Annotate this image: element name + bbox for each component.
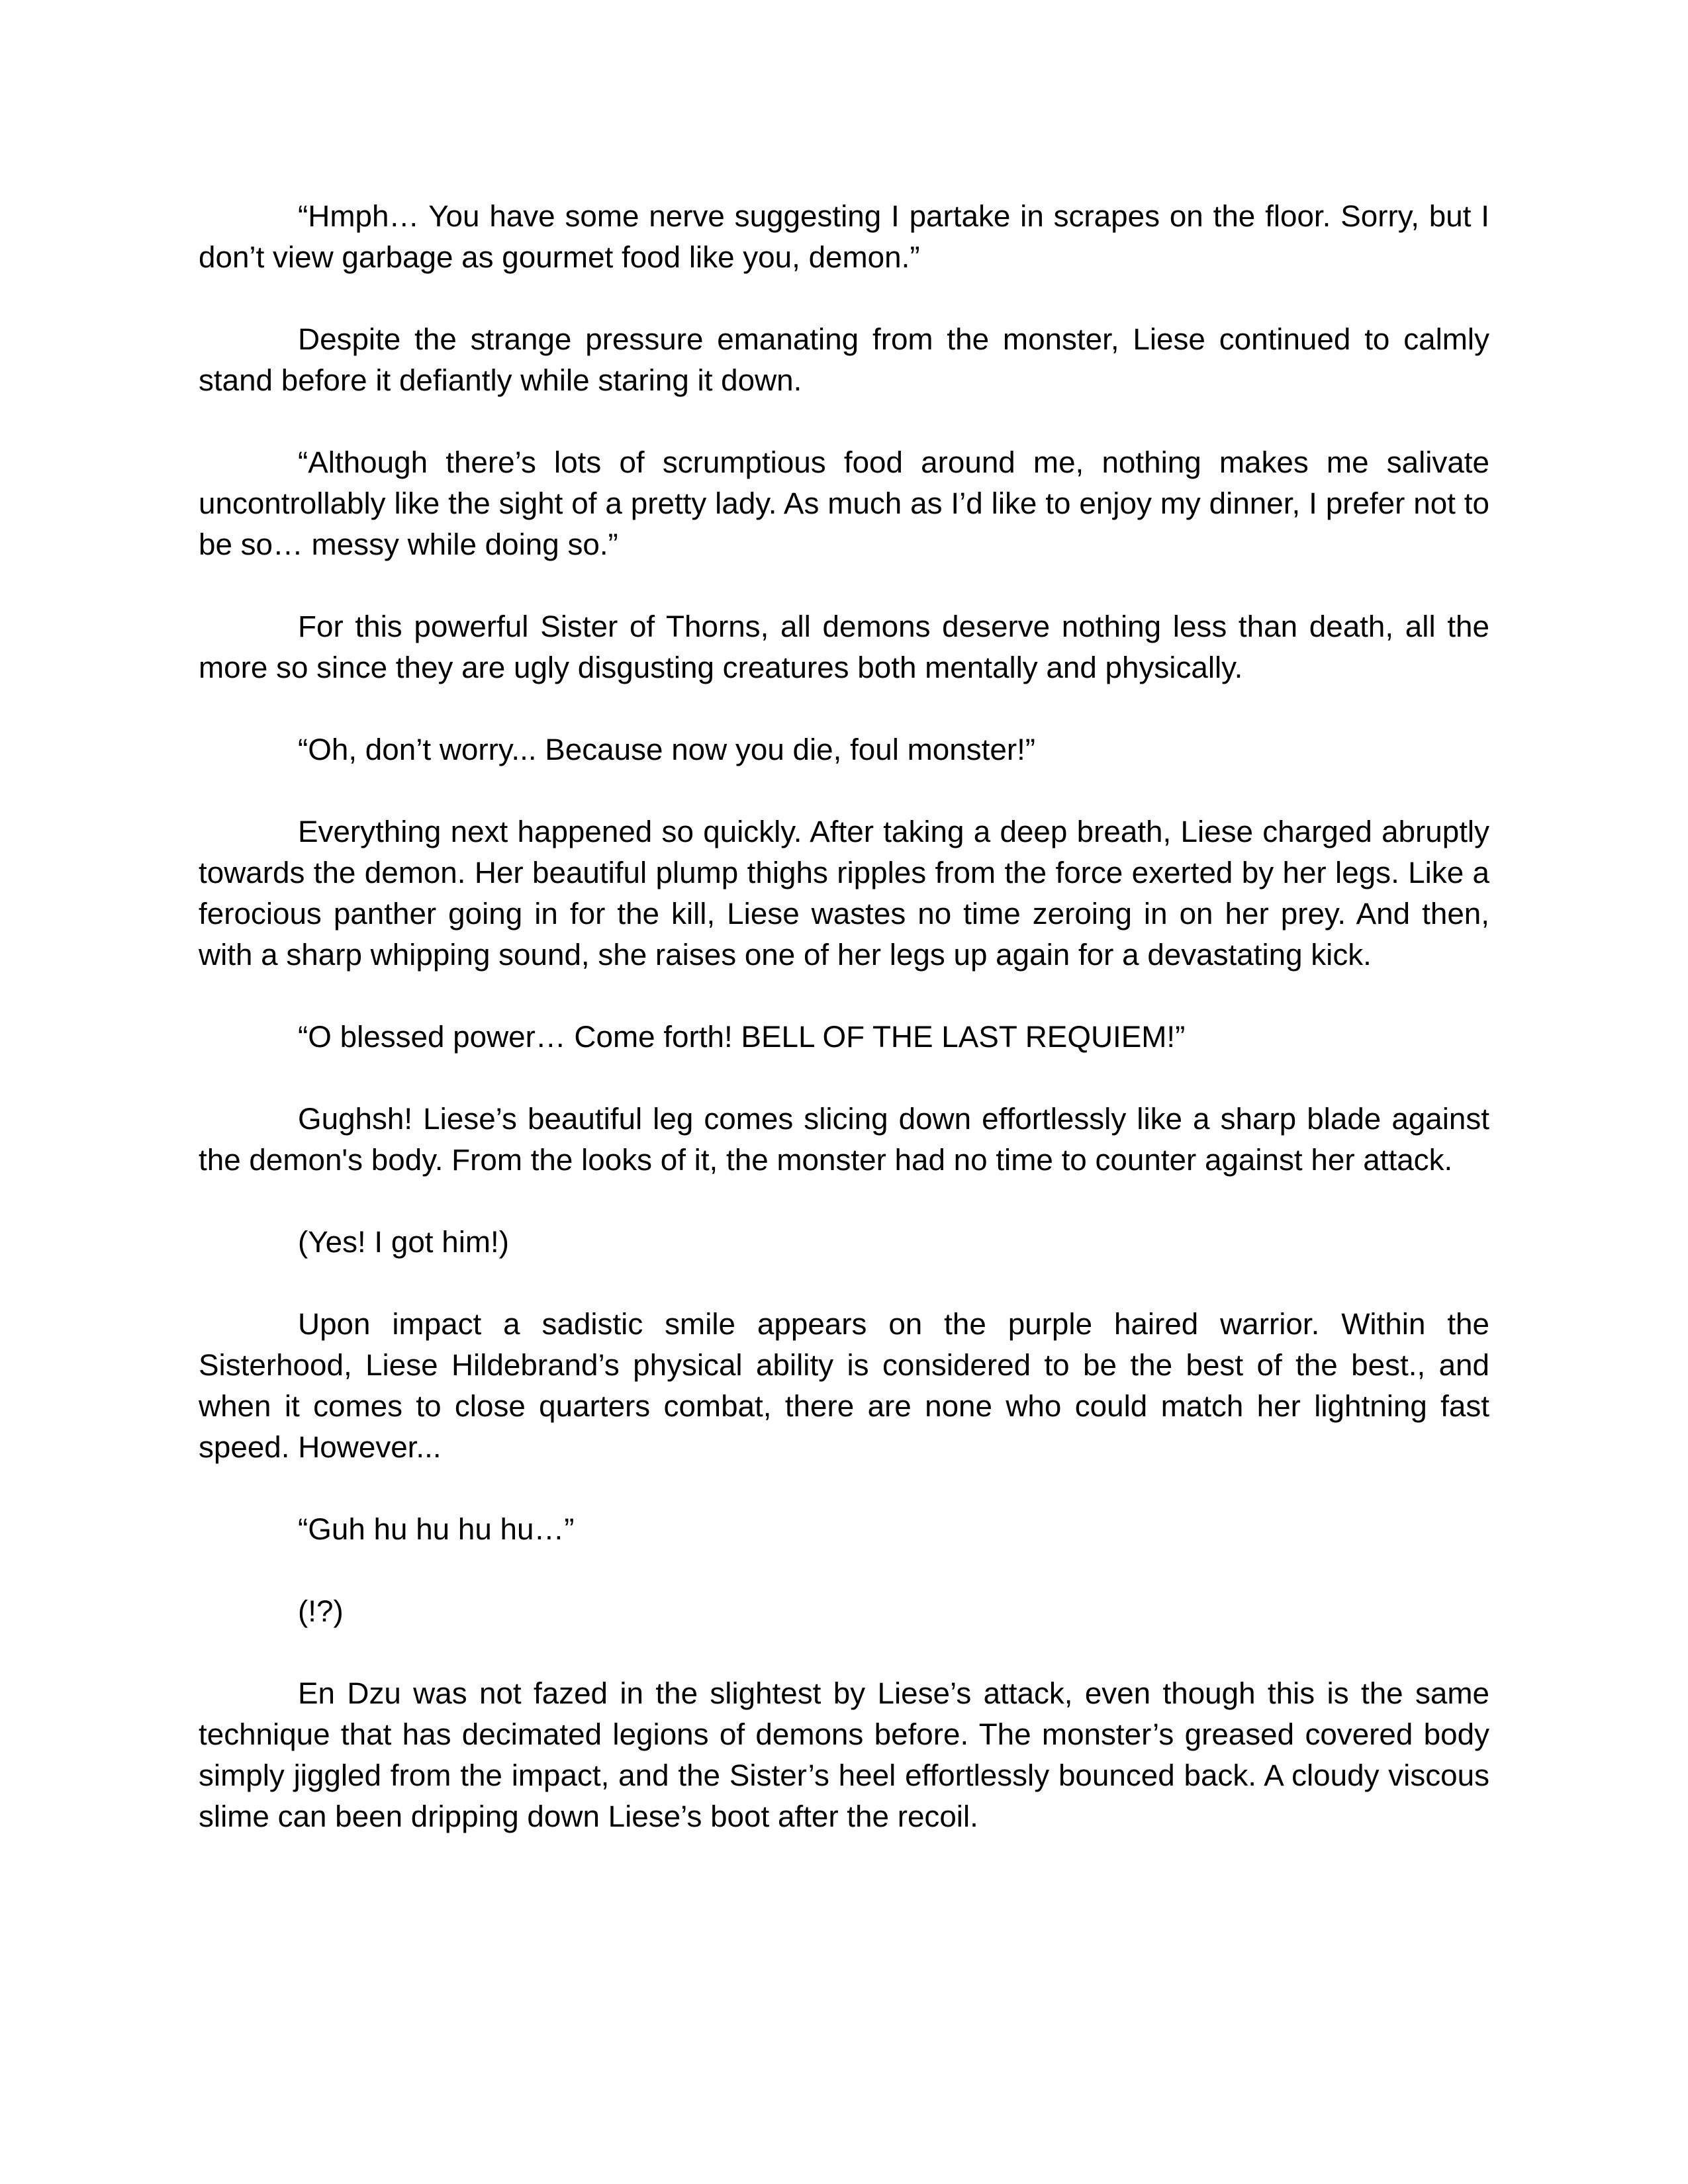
paragraph-thought-interrobang: (!?) [298, 1594, 344, 1628]
paragraph-narration-for-this: For this powerful Sister of Thorns, all demons deserve nothing less than death, all the more so since they are ugly disgusting creatures both mentally and physically. [199, 610, 1489, 684]
paragraph-narration-everything-next: Everything next happened so quickly. After taking a deep breath, Liese charged abruptly towards the demon. Her beautiful plump thighs ripples from the force exerted by her legs. Like a ferocious panther going in for the kill, Liese wastes no time zeroing in on her prey. And then, with a sharp whipping sound, she raises one of her legs up again for a devastating kick. [199, 815, 1489, 972]
paragraph-narration-en-dzu: En Dzu was not fazed in the slightest by Liese’s attack, even though this is the same technique that has decimated legions of demons before. The monster’s greased covered body simply jiggled from the impact, and the Sister’s heel effortlessly bounced back. A cloudy viscous slime can been dripping down Liese’s boot after the recoil. [199, 1676, 1489, 1833]
paragraph-dialogue-hmph: “Hmph… You have some nerve suggesting I partake in scrapes on the floor. Sorry, but I don’t view garbage as gourmet food like you, demon.” [199, 199, 1489, 274]
paragraph-narration-upon-impact: Upon impact a sadistic smile appears on the purple haired warrior. Within the Sisterhood, Liese Hildebrand’s physical ability is considered to be the best of the best., and when it comes to close quarters combat, there are none who could match her lightning fast speed. However... [199, 1307, 1489, 1464]
paragraph-narration-gughsh: Gughsh! Liese’s beautiful leg comes slicing down effortlessly like a sharp blade against the demon's body. From the looks of it, the monster had no time to counter against her attack. [199, 1102, 1489, 1177]
paragraph-dialogue-blessed-power: “O blessed power… Come forth! BELL OF THE LAST REQUIEM!” [298, 1020, 1186, 1054]
document-text-body [199, 196, 1489, 1837]
paragraph-dialogue-oh-dont-worry: “Oh, don’t worry... Because now you die, foul monster!” [298, 733, 1036, 766]
paragraph-thought-yes-got-him: (Yes! I got him!) [298, 1225, 510, 1259]
paragraph-narration-despite: Despite the strange pressure emanating from the monster, Liese continued to calmly stand before it defiantly while staring it down. [199, 322, 1489, 397]
paragraph-dialogue-guh-hu: “Guh hu hu hu hu…” [298, 1512, 575, 1546]
paragraph-dialogue-although: “Although there’s lots of scrumptious food around me, nothing makes me salivate uncontrollably like the sight of a pretty lady. As much as I’d like to enjoy my dinner, I prefer not to be so… messy while doing so.” [199, 445, 1489, 561]
